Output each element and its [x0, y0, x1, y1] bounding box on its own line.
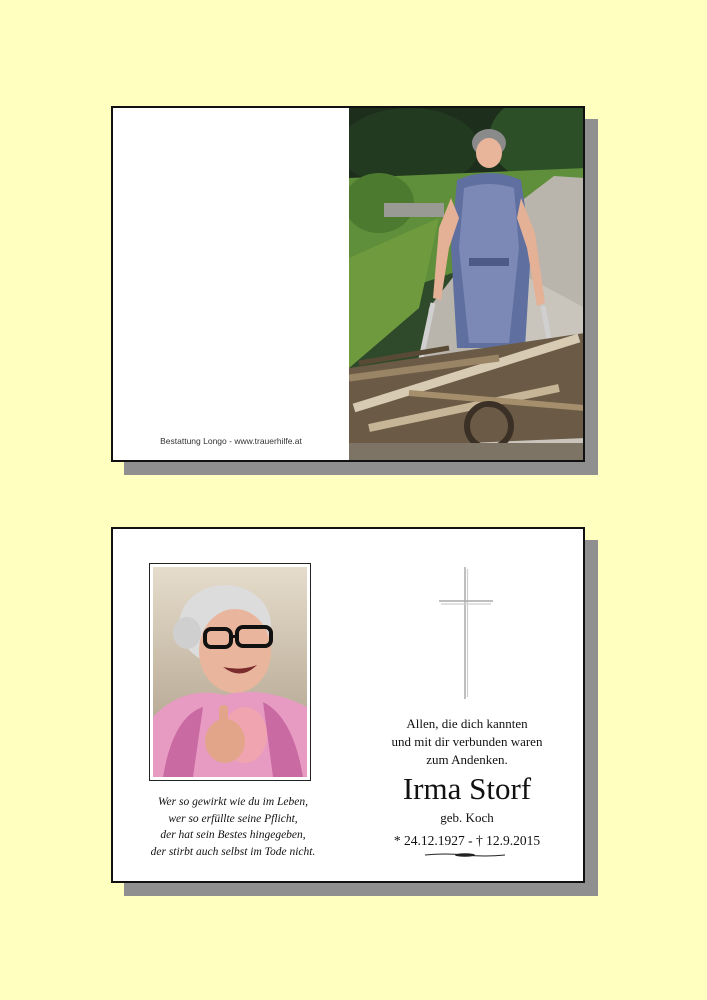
condolence-text [349, 715, 585, 769]
poem-line: der hat sein Bestes hingegeben, [160, 829, 306, 841]
life-dates: * 24.12.1927 - † 12.9.2015 [393, 833, 541, 848]
woman-with-firewood-photo [349, 108, 585, 460]
funeral-home-imprint: Bestattung Longo - www.trauerhilfe.at [160, 436, 302, 446]
condolence-line: zum Andenken. [426, 752, 508, 767]
poem-line: der stirbt auch selbst im Tode nicht. [150, 845, 316, 858]
portrait-photo [153, 567, 307, 777]
condolence-line: und mit dir verbunden waren [391, 734, 543, 749]
portrait-frame [149, 563, 311, 781]
poem-line: wer so erfüllte seine Pflicht, [168, 812, 298, 825]
poem [123, 794, 343, 860]
poem-line: Wer so gewirkt wie du im Leben, [157, 796, 309, 808]
ornament-divider-icon [425, 852, 505, 858]
cross-icon [438, 565, 494, 701]
condolence-line: Allen, die dich kannten [406, 716, 528, 731]
maiden-name: geb. Koch [440, 810, 494, 825]
deceased-name: Irma Storf [402, 771, 532, 806]
card-front [111, 106, 585, 462]
card-inside [111, 527, 585, 883]
